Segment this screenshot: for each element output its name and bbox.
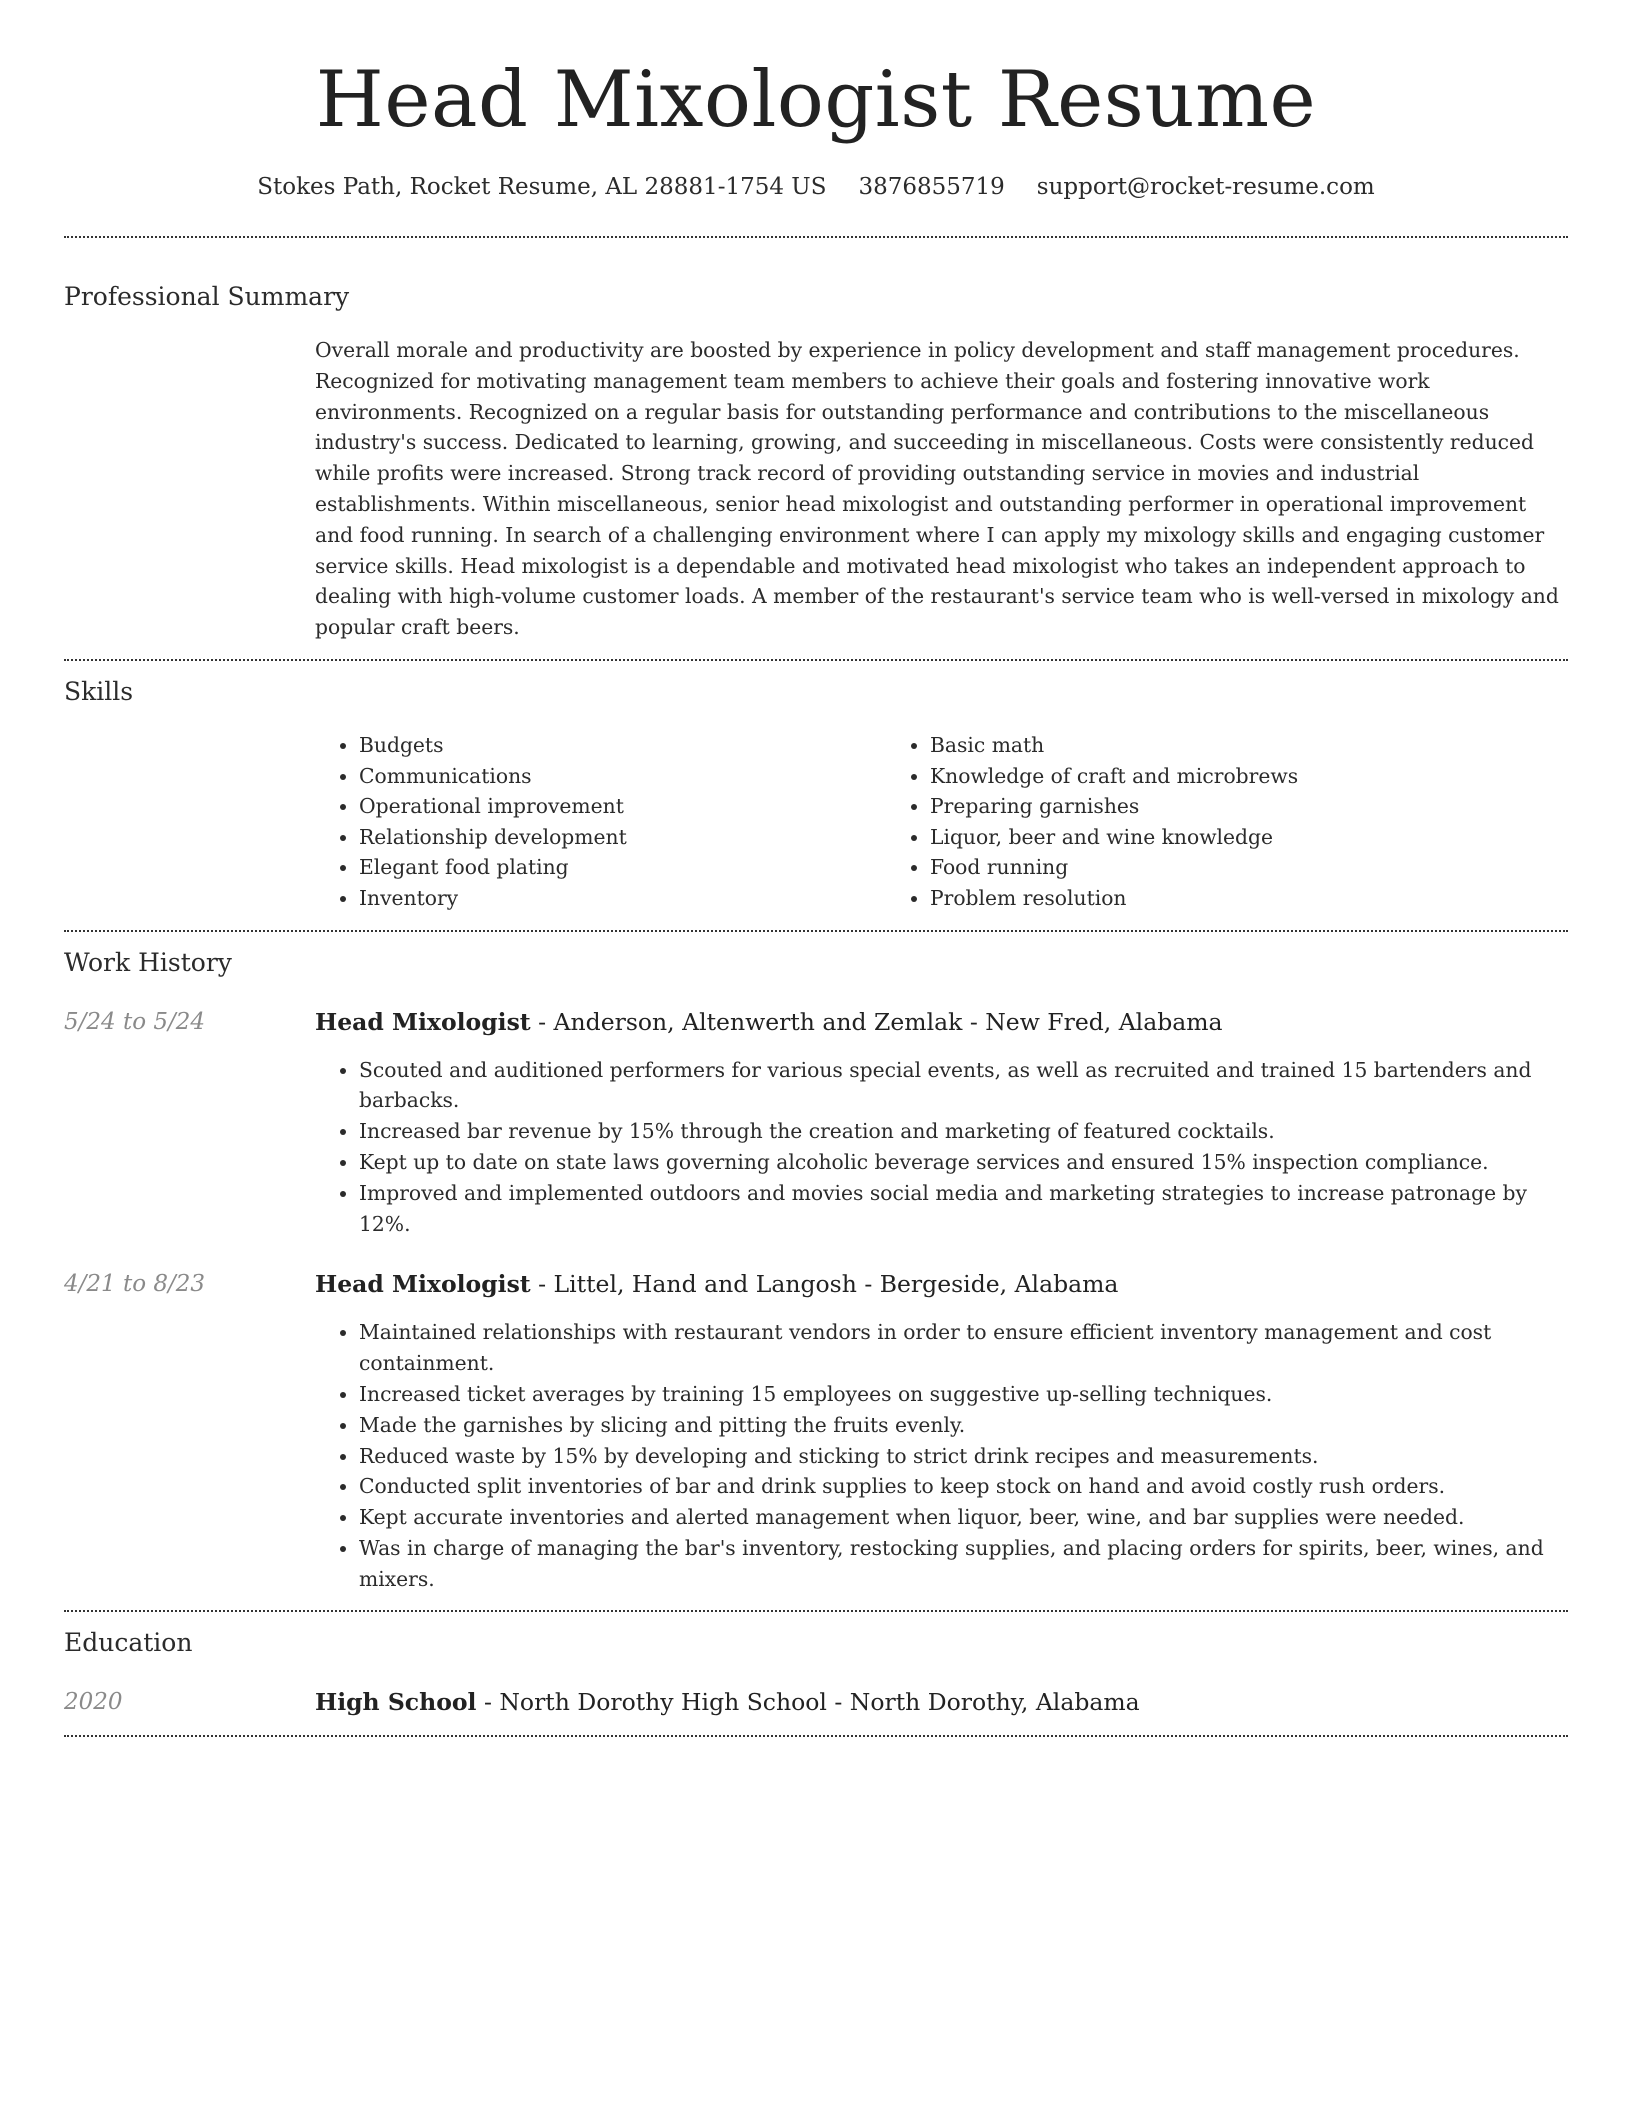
list-item: • Scouted and auditioned performers for various special events, as well as recruited and trained 15 bartenders and barbacks. <box>359 1055 1568 1117</box>
summary-text: Overall morale and productivity are boosted by experience in policy development and staff management procedures. Recognized for motivating management team members to achieve their goals and fostering innovative work environments. Recognized on a regular basis for outstanding performance and contributions to the miscellaneous industry's success. Dedicated to learning, growing, and succeeding in miscellaneous. Costs were consistently reduced while profits were increased. Strong track record of providing outstanding service in movies and industrial establishments. Within miscellaneous, senior head mixologist and outstanding performer in operational improvement and food running. In search of a challenging environment where I can apply my mixology skills and engaging customer service skills. Head mixologist is a dependable and motivated head mixologist who takes an independent approach to dealing with high-volume customer loads. A member of the restaurant's service team who is well-versed in mixology and popular craft beers. <box>315 338 1559 640</box>
work-history <box>64 1005 1568 1611</box>
job-bullets <box>315 1317 1568 1594</box>
divider <box>64 236 1568 238</box>
section-title-education: Education <box>64 1628 193 1658</box>
contact-address: Stokes Path, Rocket Resume, AL 28881-1754 US <box>257 174 827 200</box>
list-item: • Knowledge of craft and microbrews <box>930 761 1457 792</box>
divider <box>64 659 1568 661</box>
list-item: • Elegant food plating <box>359 852 886 883</box>
divider <box>64 1735 1568 1737</box>
job-heading <box>315 1005 1568 1039</box>
contact-phone: 3876855719 <box>858 174 1005 200</box>
list-item: • Increased ticket averages by training 15 employees on suggestive up-selling techniques. <box>359 1379 1568 1410</box>
job-body <box>315 1267 1568 1594</box>
job-role: Head Mixologist <box>315 1270 531 1299</box>
skills-column-left <box>315 730 886 914</box>
education-school: - North Dorothy High School - North Dorothy, Alabama <box>476 1688 1140 1717</box>
list-item: • Communications <box>359 761 886 792</box>
list-item: • Problem resolution <box>930 883 1457 914</box>
job-employer: - Anderson, Altenwerth and Zemlak - New Fred, Alabama <box>530 1007 1223 1036</box>
job-dates: 5/24 to 5/24 <box>64 1008 206 1035</box>
list-item: • Relationship development <box>359 822 886 853</box>
resume-header <box>64 0 1568 200</box>
job-bullets <box>315 1055 1568 1240</box>
list-item: • Inventory <box>359 883 886 914</box>
education-entry <box>64 1685 1568 1735</box>
list-item: • Was in charge of managing the bar's inventory, restocking supplies, and placing orders for spirits, beer, wines, and mixers. <box>359 1533 1568 1595</box>
job-role: Head Mixologist <box>315 1007 531 1036</box>
job-employer: - Littel, Hand and Langosh - Bergeside, Alabama <box>530 1270 1119 1299</box>
skills-column-right <box>886 730 1457 914</box>
contact-email: support@rocket-resume.com <box>1036 174 1375 200</box>
job-entry <box>64 1005 1568 1240</box>
list-item: • Conducted split inventories of bar and drink supplies to keep stock on hand and avoid costly rush orders. <box>359 1471 1568 1502</box>
divider <box>64 1610 1568 1612</box>
list-item: • Food running <box>930 852 1457 883</box>
skills-list <box>315 730 1568 930</box>
section-title-summary: Professional Summary <box>64 282 350 311</box>
list-item: • Budgets <box>359 730 886 761</box>
resume-title: Head Mixologist Resume <box>315 55 1317 145</box>
job-dates: 4/21 to 8/23 <box>64 1271 206 1298</box>
list-item: • Basic math <box>930 730 1457 761</box>
list-item: • Improved and implemented outdoors and movies social media and marketing strategies to increase patronage by 12%. <box>359 1178 1568 1240</box>
divider <box>64 930 1568 932</box>
list-item: • Made the garnishes by slicing and pitting the fruits evenly. <box>359 1410 1568 1441</box>
education-date: 2020 <box>64 1689 123 1716</box>
list-item: • Reduced waste by 15% by developing and sticking to strict drink recipes and measurements. <box>359 1441 1568 1472</box>
list-item: • Increased bar revenue by 15% through the creation and marketing of featured cocktails. <box>359 1116 1568 1147</box>
job-body <box>315 1005 1568 1240</box>
contact-line <box>64 174 1568 200</box>
list-item: • Kept up to date on state laws governing alcoholic beverage services and ensured 15% inspection compliance. <box>359 1147 1568 1178</box>
education-heading <box>315 1685 1140 1719</box>
job-entry <box>64 1267 1568 1594</box>
section-title-work: Work History <box>64 947 232 977</box>
list-item: • Liquor, beer and wine knowledge <box>930 822 1457 853</box>
list-item: • Maintained relationships with restaurant vendors in order to ensure efficient inventory management and cost containment. <box>359 1317 1568 1379</box>
education-degree: High School <box>315 1688 477 1717</box>
list-item: • Operational improvement <box>359 791 886 822</box>
job-heading <box>315 1267 1568 1301</box>
list-item: • Kept accurate inventories and alerted management when liquor, beer, wine, and bar supplies were needed. <box>359 1502 1568 1533</box>
section-title-skills: Skills <box>64 676 134 706</box>
list-item: • Preparing garnishes <box>930 791 1457 822</box>
